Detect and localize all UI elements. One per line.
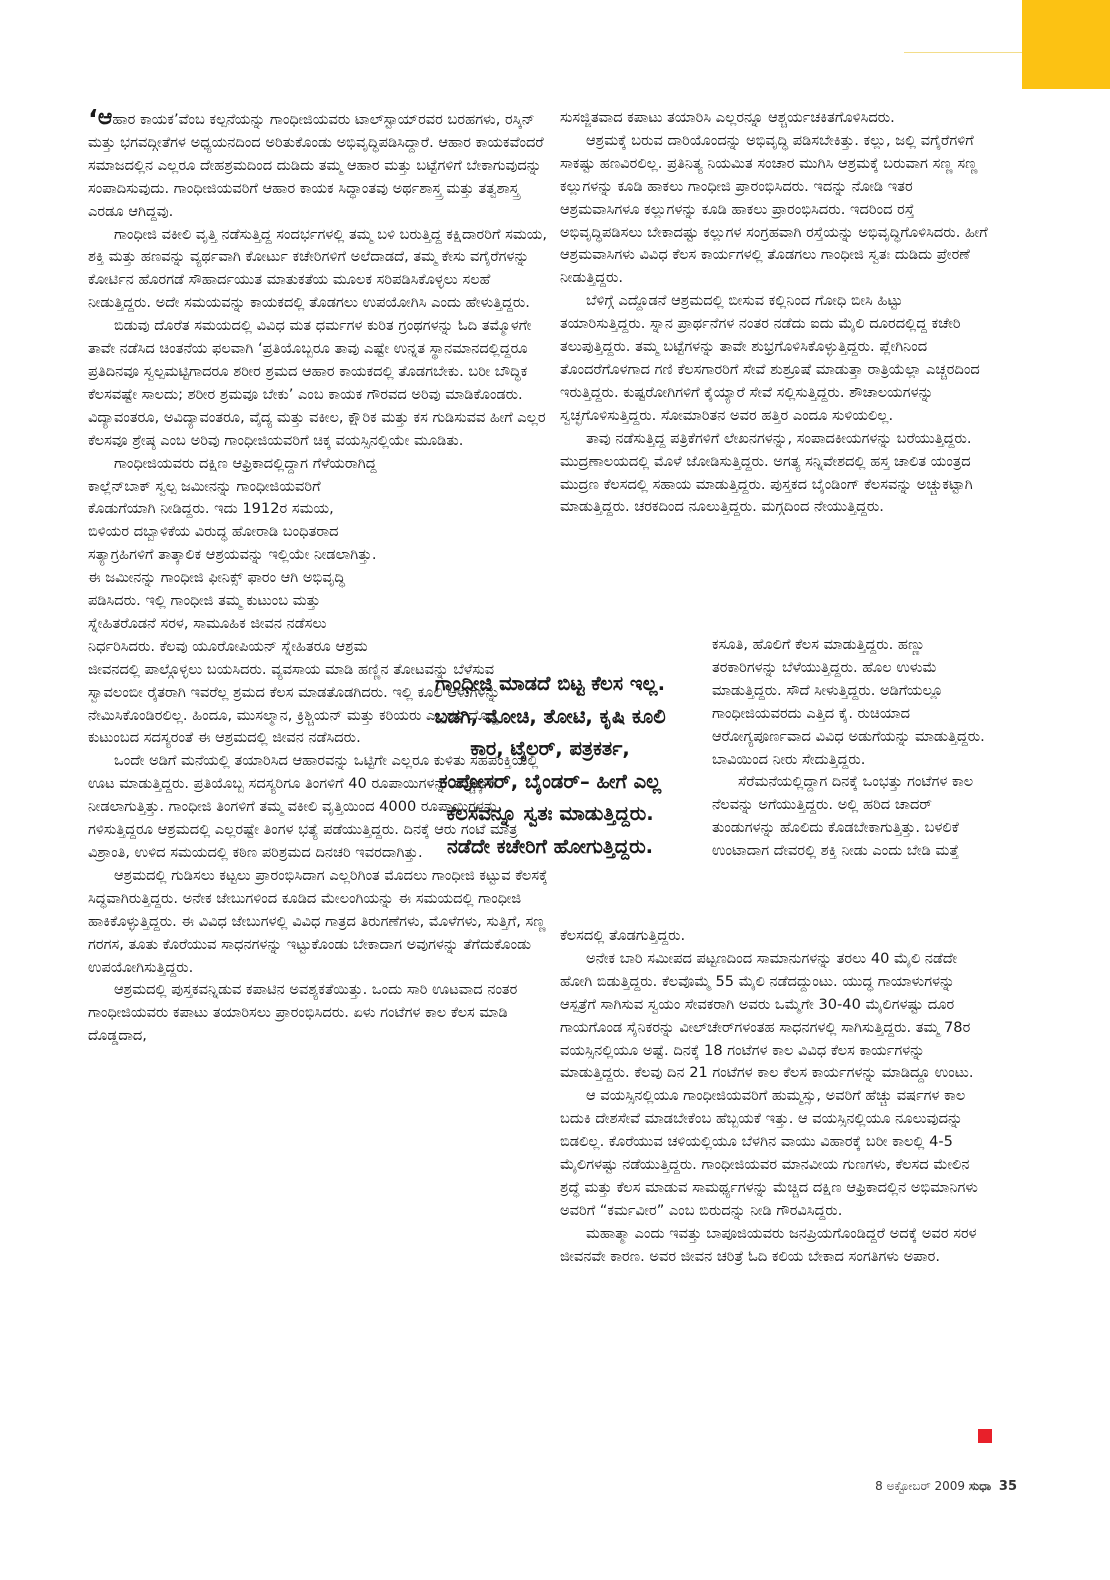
page-footer: [875, 1479, 1017, 1494]
end-of-article-square-icon: [978, 1429, 992, 1443]
right-inset-column: [712, 634, 992, 863]
article-paragraph: ಬೆಳಿಗ್ಗೆ ಎದ್ದೊಡನೆ ಆಶ್ರಮದಲ್ಲಿ ಬೀಸುವ ಕಲ್ಲಿನಿಂದ ಗೋಧಿ ಬೀಸಿ ಹಿಟ್ಟು ತಯಾರಿಸುತ್ತಿದ್ದರು. ಸ್ನಾನ ಪ್ರಾರ್ಥನೆಗಳ ನಂತರ ನಡೆದು ಐದು ಮೈಲಿ ದೂರದಲ್ಲಿದ್ದ ಕಚೇರಿ ತಲುಪುತ್ತಿದ್ದರು. ತಮ್ಮ ಬಟ್ಟೆಗಳನ್ನು ತಾವೇ ಶುಭ್ರಗೊಳಿಸಿಕೊಳ್ಳುತ್ತಿದ್ದರು. ಪ್ಲೇಗಿನಿಂದ ತೊಂದರೆಗೊಳಗಾದ ಗಣಿ ಕೆಲಸಗಾರರಿಗೆ ಸೇವೆ ಶುಶ್ರೂಷೆ ಮಾಡುತ್ತಾ ರಾತ್ರಿಯೆಲ್ಲಾ ಎಚ್ಚರದಿಂದ ಇರುತ್ತಿದ್ದರು. ಕುಷ್ಟರೋಗಿಗಳಿಗೆ ಕೈಯ್ಯಾರೆ ಸೇವೆ ಸಲ್ಲಿಸುತ್ತಿದ್ದರು. ಶೌಚಾಲಯಗಳನ್ನು ಸ್ವಚ್ಛಗೊಳಿಸುತ್ತಿದ್ದರು. ಸೋಮಾರಿತನ ಅವರ ಹತ್ತಿರ ಎಂದೂ ಸುಳಿಯಲಿಲ್ಲ.: [560, 292, 980, 424]
article-paragraph: ಒಂದೇ ಅಡಿಗೆ ಮನೆಯಲ್ಲಿ ತಯಾರಿಸಿದ ಆಹಾರವನ್ನು ಒಟ್ಟಿಗೇ ಎಲ್ಲರೂ ಕುಳಿತು ಸಹಪಂಕ್ತಿಯಲ್ಲಿ ಊಟ ಮಾಡುತ್ತಿದ್ದರು. ಪ್ರತಿಯೊಬ್ಬ ಸದಸ್ಯರಿಗೂ ತಿಂಗಳಿಗೆ 40 ರೂಪಾಯಿಗಳನ್ನು ವೆಚ್ಚಕ್ಕಾಗಿ ನೀಡಲಾಗುತ್ತಿತ್ತು. ಗಾಂಧೀಜಿ ತಿಂಗಳಿಗೆ ತಮ್ಮ ವಕೀಲಿ ವೃತ್ತಿಯಿಂದ 4000 ರೂಪಾಯಿಗಳನ್ನು ಗಳಿಸುತ್ತಿದ್ದರೂ ಆಶ್ರಮದಲ್ಲಿ ಎಲ್ಲರಷ್ಟೇ ತಿಂಗಳ ಭತ್ಯೆ ಪಡೆಯುತ್ತಿದ್ದರು. ದಿನಕ್ಕೆ ಆರು ಗಂಟೆ ಮಾತ್ರ ವಿಶ್ರಾಂತಿ, ಉಳಿದ ಸಮಯದಲ್ಲಿ ಕಠಿಣ ಪರಿಶ್ರಮದ ದಿನಚರಿ ಇವರದಾಗಿತ್ತು.: [88, 752, 539, 861]
right-column-bottom: [560, 925, 992, 1269]
article-paragraph: ಸೆರೆಮನೆಯಲ್ಲಿದ್ದಾಗ ದಿನಕ್ಕೆ ಒಂಭತ್ತು ಗಂಟೆಗಳ ಕಾಲ ನೆಲವನ್ನು ಅಗೆಯುತ್ತಿದ್ದರು. ಅಲ್ಲಿ ಹರಿದ ಚಾದರ್ ತುಂಡುಗಳನ್ನು ಹೊಲಿದು ಕೊಡಬೇಕಾಗುತ್ತಿತ್ತು. ಬಳಲಿಕೆ ಉಂಟಾದಾಗ ದೇವರಲ್ಲಿ ಶಕ್ತಿ ನೀಡು ಎಂದು ಬೇಡಿ ಮತ್ತೆ: [712, 773, 974, 860]
article-paragraph: ಬಿಡುವು ದೊರೆತ ಸಮಯದಲ್ಲಿ ವಿವಿಧ ಮತ ಧರ್ಮಗಳ ಕುರಿತ ಗ್ರಂಥಗಳನ್ನು ಓದಿ ತಮ್ಮೊಳಗೇ ತಾವೇ ನಡೆಸಿದ ಚಿಂತನೆಯ ಫಲವಾಗಿ ‘ಪ್ರತಿಯೊಬ್ಬರೂ ತಾವು ಎಷ್ಟೇ ಉನ್ನತ ಸ್ಥಾನಮಾನದಲ್ಲಿದ್ದರೂ ಪ್ರತಿದಿನವೂ ಸ್ವಲ್ಪಮಟ್ಟಿಗಾದರೂ ಶರೀರ ಶ್ರಮದ ಆಹಾರ ಕಾಯಕದಲ್ಲಿ ತೊಡಗಬೇಕು. ಬರೀ ಬೌದ್ಧಿಕ ಕೆಲಸವಷ್ಟೇ ಸಾಲದು; ಶರೀರ ಶ್ರಮವೂ ಬೇಕು’ ಎಂಬ ಕಾಯಕ ಗೌರವದ ಅರಿವು ಮಾಡಿಕೊಂಡರು. ವಿದ್ಯಾವಂತರೂ, ಅವಿದ್ಯಾವಂತರೂ, ವೈದ್ಯ ಮತ್ತು ವಕೀಲ, ಕ್ಷೌರಿಕ ಮತ್ತು ಕಸ ಗುಡಿಸುವವ ಹೀಗೆ ಎಲ್ಲರ ಕೆಲಸವೂ ಶ್ರೇಷ್ಠ ಎಂಬ ಅರಿವು ಗಾಂಧೀಜಿಯವರಿಗೆ ಚಿಕ್ಕ ವಯಸ್ಸಿನಲ್ಲಿಯೇ ಮೂಡಿತು.: [88, 317, 546, 449]
article-paragraph: ಕಸೂತಿ, ಹೊಲಿಗೆ ಕೆಲಸ ಮಾಡುತ್ತಿದ್ದರು. ಹಣ್ಣು ತರಕಾರಿಗಳನ್ನು ಬೆಳೆಯುತ್ತಿದ್ದರು. ಹೊಲ ಉಳುಮೆ ಮಾಡುತ್ತಿದ್ದರು. ಸೌದೆ ಸೀಳುತ್ತಿದ್ದರು. ಅಡಿಗೆಯಲ್ಲೂ ಗಾಂಧೀಜಿಯವರದು ಎತ್ತಿದ ಕೈ. ರುಚಿಯಾದ ಆರೋಗ್ಯಪೂರ್ಣವಾದ ವಿವಿಧ ಅಡುಗೆಯನ್ನು ಮಾಡುತ್ತಿದ್ದರು. ಬಾವಿಯಿಂದ ನೀರು ಸೇದುತ್ತಿದ್ದರು.: [712, 636, 985, 768]
article-paragraph: ಆಶ್ರಮಕ್ಕೆ ಬರುವ ದಾರಿಯೊಂದನ್ನು ಅಭಿವೃದ್ಧಿ ಪಡಿಸಬೇಕಿತ್ತು. ಕಲ್ಲು, ಜಲ್ಲಿ ವಗೈರೆಗಳಿಗೆ ಸಾಕಷ್ಟು ಹಣವಿರಲಿಲ್ಲ. ಪ್ರತಿನಿತ್ಯ ನಿಯಮಿತ ಸಂಚಾರ ಮುಗಿಸಿ ಆಶ್ರಮಕ್ಕೆ ಬರುವಾಗ ಸಣ್ಣ ಸಣ್ಣ ಕಲ್ಲುಗಳನ್ನು ಕೂಡಿ ಹಾಕಲು ಗಾಂಧೀಜಿ ಪ್ರಾರಂಭಿಸಿದರು. ಇದನ್ನು ನೋಡಿ ಇತರ ಆಶ್ರಮವಾಸಿಗಳೂ ಕಲ್ಲುಗಳನ್ನು ಕೂಡಿ ಹಾಕಲು ಪ್ರಾರಂಭಿಸಿದರು. ಇದರಿಂದ ರಸ್ತೆ ಅಭಿವೃದ್ಧಿಪಡಿಸಲು ಬೇಕಾದಷ್ಟು ಕಲ್ಲುಗಳ ಸಂಗ್ರಹವಾಗಿ ರಸ್ತೆಯನ್ನು ಅಭಿವೃದ್ಧಿಗೊಳಿಸಿದರು. ಹೀಗೆ ಆಶ್ರಮವಾಸಿಗಳು ವಿವಿಧ ಕೆಲಸ ಕಾರ್ಯಗಳಲ್ಲಿ ತೊಡಗಲು ಗಾಂಧೀಜಿ ಸ್ವತಃ ದುಡಿದು ಪ್ರೇರಣೆ ನೀಡುತ್ತಿದ್ದರು.: [560, 131, 988, 287]
article-paragraph: ಆಶ್ರಮದಲ್ಲಿ ಗುಡಿಸಲು ಕಟ್ಟಲು ಪ್ರಾರಂಭಿಸಿದಾಗ ಎಲ್ಲರಿಗಿಂತ ಮೊದಲು ಗಾಂಧೀಜಿ ಕಟ್ಟುವ ಕೆಲಸಕ್ಕೆ ಸಿದ್ಧವಾಗಿರುತ್ತಿದ್ದರು. ಅನೇಕ ಜೇಬುಗಳಿಂದ ಕೂಡಿದ ಮೇಲಂಗಿಯನ್ನು ಈ ಸಮಯದಲ್ಲಿ ಗಾಂಧೀಜಿ ಹಾಕಿಕೊಳ್ಳುತ್ತಿದ್ದರು. ಈ ವಿವಿಧ ಜೇಬುಗಳಲ್ಲಿ ವಿವಿಧ ಗಾತ್ರದ ತಿರುಗಣೆಗಳು, ಮೊಳೆಗಳು, ಸುತ್ತಿಗೆ, ಸಣ್ಣ ಗರಗಸ, ತೂತು ಕೊರೆಯುವ ಸಾಧನಗಳನ್ನು ಇಟ್ಟುಕೊಂಡು ಬೇಕಾದಾಗ ಅವುಗಳನ್ನು ತೆಗೆದುಕೊಂಡು ಉಪಯೋಗಿಸುತ್ತಿದ್ದರು.: [88, 866, 548, 976]
pull-quote-line: ಬಡಗಿ, ಮೋಚಿ, ತೋಟಿ, ಕೃಷಿ ಕೂಲಿ: [434, 704, 666, 728]
header-rule: [904, 52, 1022, 53]
page-corner-tab: [1022, 0, 1110, 89]
article-paragraph: ಕೆಲಸದಲ್ಲಿ ತೊಡಗುತ್ತಿದ್ದರು.: [560, 927, 686, 944]
pull-quote-line: ಕಾರ, ಟೈಲರ್, ಪತ್ರಕರ್ತ,: [470, 737, 630, 760]
article-paragraph: ಗಾಂಧೀಜಿಯವರು ದಕ್ಷಿಣ ಆಫ್ರಿಕಾದಲ್ಲಿದ್ದಾಗ ಗೆಳೆಯರಾಗಿದ್ದ ಕಾಲ್ಲೆನ್‌ಬಾಕ್ ಸ್ವಲ್ಪ ಜಮೀನನ್ನು ಗಾಂಧೀಜಿಯವರಿಗೆ ಕೊಡುಗೆಯಾಗಿ ನೀಡಿದ್ದರು. ಇದು 1912ರ ಸಮಯ, ಬಿಳಿಯರ ದಬ್ಬಾಳಿಕೆಯ ವಿರುದ್ಧ ಹೋರಾಡಿ ಬಂಧಿತರಾದ ಸತ್ಯಾಗ್ರಹಿಗಳಿಗೆ ತಾತ್ಕಾಲಿಕ ಆಶ್ರಯವನ್ನು ಇಲ್ಲಿಯೇ ನೀಡಲಾಗಿತ್ತು. ಈ ಜಮೀನನ್ನು ಗಾಂಧೀಜಿ ಫೀನಿಕ್ಸ್ ಫಾರಂ ಆಗಿ ಅಭಿವೃದ್ಧಿ ಪಡಿಸಿದರು. ಇಲ್ಲಿ ಗಾಂಧೀಜಿ ತಮ್ಮ ಕುಟುಂಬ ಮತ್ತು ಸ್ನೇಹಿತರೊಡನೆ ಸರಳ, ಸಾಮೂಹಿಕ ಜೀವನ ನಡೆಸಲು ನಿರ್ಧರಿಸಿದರು. ಕೆಲವು ಯೂರೋಪಿಯನ್ ಸ್ನೇಹಿತರೂ ಆಶ್ರಮ: [88, 454, 377, 655]
article-paragraph: ಜೀವನದಲ್ಲಿ ಪಾಲ್ಗೊಳ್ಳಲು ಬಯಸಿದರು. ವ್ಯವಸಾಯ ಮಾಡಿ ಹಣ್ಣಿನ ತೋಟವನ್ನು ಬೆಳೆಸುವ ಸ್ವಾವಲಂಬೀ ರೈತರಾಗಿ ಇವರೆಲ್ಲ ಶ್ರಮದ ಕೆಲಸ ಮಾಡತೊಡಗಿದರು. ಇಲ್ಲಿ ಕೂಲಿ ಆಳುಗಳನ್ನು ನೇಮಿಸಿಕೊಂಡಿರಲಿಲ್ಲ. ಹಿಂದೂ, ಮುಸಲ್ಮಾನ, ಕ್ರಿಶ್ಚಿಯನ್ ಮತ್ತು ಕರಿಯರು ಎಲ್ಲರೂ ದೊಡ್ಡ ಕುಟುಂಬದ ಸದಸ್ಯರಂತೆ ಈ ಆಶ್ರಮದಲ್ಲಿ ಜೀವನ ನಡೆಸಿದರು.: [88, 660, 501, 747]
dropcap-letter: ಆ: [97, 105, 113, 130]
article-paragraph: ಅನೇಕ ಬಾರಿ ಸಮೀಪದ ಪಟ್ಟಣದಿಂದ ಸಾಮಾನುಗಳನ್ನು ತರಲು 40 ಮೈಲಿ ನಡೆದೇ ಹೋಗಿ ಬಿಡುತ್ತಿದ್ದರು. ಕೆಲವೊಮ್ಮೆ 55 ಮೈಲಿ ನಡೆದದ್ದುಂಟು. ಯುದ್ಧ ಗಾಯಾಳುಗಳನ್ನು ಆಸ್ಪತ್ರೆಗೆ ಸಾಗಿಸುವ ಸ್ವಯಂ ಸೇವಕರಾಗಿ ಅವರು ಒಮ್ಮೆಗೇ 30-40 ಮೈಲಿಗಳಷ್ಟು ದೂರ ಗಾಯಗೊಂಡ ಸೈನಿಕರನ್ನು ವೀಲ್‌ಚೇರ್‌ಗಳಂತಹ ಸಾಧನಗಳಲ್ಲಿ ಸಾಗಿಸುತ್ತಿದ್ದರು. ತಮ್ಮ 78ರ ವಯಸ್ಸಿನಲ್ಲಿಯೂ ಅಷ್ಟೆ. ದಿನಕ್ಕೆ 18 ಗಂಟೆಗಳ ಕಾಲ ವಿವಿಧ ಕೆಲಸ ಕಾರ್ಯಗಳನ್ನು ಮಾಡುತ್ತಿದ್ದರು. ಕೆಲವು ದಿನ 21 ಗಂಟೆಗಳ ಕಾಲ ಕೆಲಸ ಕಾರ್ಯಗಳನ್ನು ಮಾಡಿದ್ದೂ ಉಂಟು.: [560, 949, 974, 1082]
page-number: 35: [998, 1479, 1017, 1494]
article-paragraph: ಆಶ್ರಮದಲ್ಲಿ ಪುಸ್ತಕವನ್ನಿಡುವ ಕಪಾಟಿನ ಅವಶ್ಯಕತೆಯಿತ್ತು. ಒಂದು ಸಾರಿ ಊಟವಾದ ನಂತರ ಗಾಂಧೀಜಿಯವರು ಕಪಾಟು ತಯಾರಿಸಲು ಪ್ರಾರಂಭಿಸಿದರು. ಏಳು ಗಂಟೆಗಳ ಕಾಲ ಕೆಲಸ ಮಾಡಿ ದೊಡ್ಡದಾದ,: [88, 981, 518, 1045]
opening-quote-mark: ‘: [88, 105, 98, 135]
issue-date: 8 ಅಕ್ಟೋಬರ್ 2009: [875, 1479, 966, 1493]
left-column: [88, 107, 550, 1048]
pull-quote-line: ನಡೆದೇ ಕಚೇರಿಗೆ ಹೋಗುತ್ತಿದ್ದರು.: [446, 834, 654, 858]
pull-quote-line: ಕೆಲಸವನ್ನೂ ಸ್ವತಃ ಮಾಡುತ್ತಿದ್ದರು.: [446, 802, 654, 825]
right-column: [560, 107, 992, 519]
pull-quote-line: ಗಾಂಧೀಜಿ ಮಾಡದೆ ಬಿಟ್ಟ ಕೆಲಸ ಇಲ್ಲ.: [435, 672, 665, 695]
article-paragraph: ಗಾಂಧೀಜಿ ವಕೀಲಿ ವೃತ್ತಿ ನಡೆಸುತ್ತಿದ್ದ ಸಂದರ್ಭಗಳಲ್ಲಿ ತಮ್ಮ ಬಳಿ ಬರುತ್ತಿದ್ದ ಕಕ್ಷಿದಾರರಿಗೆ ಸಮಯ, ಶಕ್ತಿ ಮತ್ತು ಹಣವನ್ನು ವ್ಯರ್ಥವಾಗಿ ಕೋರ್ಟು ಕಚೇರಿಗಳಿಗೆ ಅಲೆದಾಡದೆ, ತಮ್ಮ ಕೇಸು ವಗೈರೆಗಳನ್ನು ಕೋರ್ಟಿನ ಹೊರಗಡೆ ಸೌಹಾರ್ದಯುತ ಮಾತುಕತೆಯ ಮೂಲಕ ಸರಿಪಡಿಸಿಕೊಳ್ಳಲು ಸಲಹೆ ನೀಡುತ್ತಿದ್ದರು. ಅದೇ ಸಮಯವನ್ನು ಕಾಯಕದಲ್ಲಿ ತೊಡಗಲು ಉಪಯೋಗಿಸಿ ಎಂದು ಹೇಳುತ್ತಿದ್ದರು.: [88, 225, 547, 312]
article-paragraph: ಆ ವಯಸ್ಸಿನಲ್ಲಿಯೂ ಗಾಂಧೀಜಿಯವರಿಗೆ ಹುಮ್ಮಸ್ಸು, ಅವರಿಗೆ ಹೆಚ್ಚು ವರ್ಷಗಳ ಕಾಲ ಬದುಕಿ ದೇಶಸೇವೆ ಮಾಡಬೇಕೆಂಬ ಹೆಬ್ಬಯಕೆ ಇತ್ತು. ಆ ವಯಸ್ಸಿನಲ್ಲಿಯೂ ನೂಲುವುದನ್ನು ಬಿಡಲಿಲ್ಲ. ಕೊರೆಯುವ ಚಳಿಯಲ್ಲಿಯೂ ಬೆಳಗಿನ ವಾಯು ವಿಹಾರಕ್ಕೆ ಬರೀ ಕಾಲಲ್ಲಿ 4-5 ಮೈಲಿಗಳಷ್ಟು ನಡೆಯುತ್ತಿದ್ದರು. ಗಾಂಧೀಜಿಯವರ ಮಾನವೀಯ ಗುಣಗಳು, ಕೆಲಸದ ಮೇಲಿನ ಶ್ರದ್ಧೆ ಮತ್ತು ಕೆಲಸ ಮಾಡುವ ಸಾಮರ್ಥ್ಯಗಳನ್ನು ಮೆಚ್ಚಿದ ದಕ್ಷಿಣ ಆಫ್ರಿಕಾದಲ್ಲಿನ ಅಭಿಮಾನಿಗಳು ಅವರಿಗೆ “ಕರ್ಮವೀರ” ಎಂಬ ಬಿರುದನ್ನು ನೀಡಿ ಗೌರವಿಸಿದ್ದರು.: [560, 1087, 978, 1219]
article-paragraph: ಮಹಾತ್ಮಾ ಎಂದು ಇವತ್ತು ಬಾಪೂಜಿಯವರು ಜನಪ್ರಿಯಗೊಂಡಿದ್ದರೆ ಅದಕ್ಕೆ ಅವರ ಸರಳ ಜೀವನವೇ ಕಾರಣ. ಅವರ ಜೀವನ ಚರಿತ್ರೆ ಓದಿ ಕಲಿಯ ಬೇಕಾದ ಸಂಗತಿಗಳು ಅಪಾರ.: [560, 1224, 977, 1265]
magazine-name: ಸುಧಾ: [968, 1479, 992, 1493]
pull-quote: [383, 668, 717, 863]
pull-quote-line: ಕಂಪೋಸರ್, ಬೈಂಡರ್– ಹೀಗೆ ಎಲ್ಲ: [438, 769, 662, 793]
article-paragraph: ತಾವು ನಡೆಸುತ್ತಿದ್ದ ಪತ್ರಿಕೆಗಳಿಗೆ ಲೇಖನಗಳನ್ನು, ಸಂಪಾದಕೀಯಗಳನ್ನು ಬರೆಯುತ್ತಿದ್ದರು. ಮುದ್ರಣಾಲಯದಲ್ಲಿ ಮೊಳೆ ಜೋಡಿಸುತ್ತಿದ್ದರು. ಅಗತ್ಯ ಸನ್ನಿವೇಶದಲ್ಲಿ ಹಸ್ತ ಚಾಲಿತ ಯಂತ್ರದ ಮುದ್ರಣ ಕೆಲಸದಲ್ಲಿ ಸಹಾಯ ಮಾಡುತ್ತಿದ್ದರು. ಪುಸ್ತಕದ ಬೈಂಡಿಂಗ್ ಕೆಲಸವನ್ನು ಅಚ್ಚುಕಟ್ಟಾಗಿ ಮಾಡುತ್ತಿದ್ದರು. ಚರಕದಿಂದ ನೂಲುತ್ತಿದ್ದರು. ಮಗ್ಗದಿಂದ ನೇಯುತ್ತಿದ್ದರು.: [560, 429, 973, 516]
article-paragraph: ‘ಆಹಾರ ಕಾಯಕ’ವೆಂಬ ಕಲ್ಪನೆಯನ್ನು ಗಾಂಧೀಜಿಯವರು ಟಾಲ್‌ಸ್ಟಾಯ್‌ರವರ ಬರಹಗಳು, ರಸ್ಕಿನ್ ಮತ್ತು ಭಗವದ್ಗೀತೆಗಳ ಅಧ್ಯಯನದಿಂದ ಅರಿತುಕೊಂಡು ಅಭಿವೃದ್ಧಿಪಡಿಸಿದ್ದಾರೆ. ಆಹಾರ ಕಾಯಕವೆಂದರೆ ಸಮಾಜದಲ್ಲಿನ ಎಲ್ಲರೂ ದೇಹಶ್ರಮದಿಂದ ದುಡಿದು ತಮ್ಮ ಆಹಾರ ಮತ್ತು ಬಟ್ಟೆಗಳಿಗೆ ಬೇಕಾಗುವುದನ್ನು ಸಂಪಾದಿಸುವುದು. ಗಾಂಧೀಜಿಯವರಿಗೆ ಆಹಾರ ಕಾಯಕ ಸಿದ್ಧಾಂತವು ಅರ್ಥಶಾಸ್ತ್ರ ಮತ್ತು ತತ್ವಶಾಸ್ತ್ರ ಎರಡೂ ಆಗಿದ್ದವು.: [88, 105, 544, 220]
article-paragraph: ಸುಸಜ್ಜಿತವಾದ ಕಪಾಟು ತಯಾರಿಸಿ ಎಲ್ಲರನ್ನೂ ಆಶ್ಚರ್ಯಚಕಿತಗೊಳಿಸಿದರು.: [560, 109, 895, 126]
